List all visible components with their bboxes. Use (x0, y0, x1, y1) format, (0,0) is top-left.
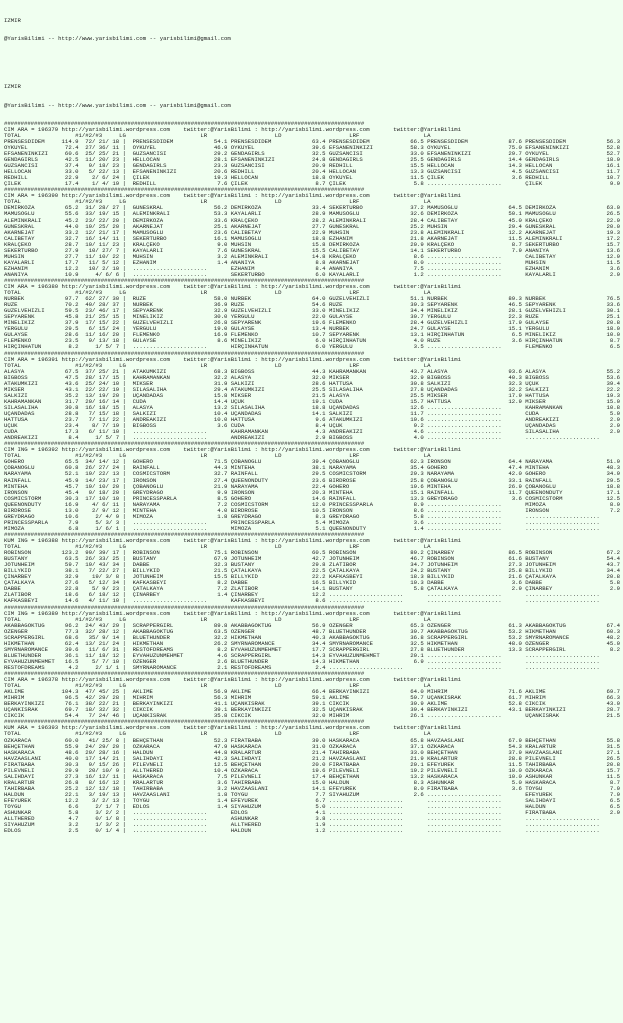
table-row: SALIHDAYI 27.3 16/ 12/ 11 | HASKARACA 7.5 PILEVNELI 17.4 BEHÇETHAN 13.2 HASKARACA 10.0 ASHÜNKAR 11.5 (4, 773, 621, 780)
separator-line: ############################################################################################################ (4, 350, 365, 357)
race-section (4, 187, 623, 278)
table-row: BLUETHUNDER 36.1 11/ 18/ 12 | EYVAHUZUNMEHMET 4.6 SCRAPPERGIRL 14.3 EYVAHUZUNMEHMET 20.1 ...................... ...................... (4, 652, 600, 659)
table-row: SEPYARENK 45.8 21/ 25/ 15 | MINELIKIZ 30.0 YERGÜLÜ 22.0 GÜLAYSE 30.7 YERGÜLÜ 22.3 RUZE 25.1 (4, 314, 621, 321)
table-row: BIRDROSE 13.0 2/ 9/ 12 | MINTEHA 4.0 BIRDROSE 10.5 IRONSON 8.6 ...................... IRONSON 7.2 (4, 507, 621, 514)
table-row: RUZE 70.2 40/ 28/ 37 | NURBEK 36.9 RUZE 54.6 RUZE 39.3 SEPYARENK 46.5 SEPYARENK 33.6 (4, 302, 621, 309)
table-row: BERKAYINKIZI 76.1 38/ 22/ 21 | BERKAYINKIZI 41.1 UÇANKISRAK 39.1 CIKCIK 39.9 AKLIME 52.8 CIKCIK 43.0 (4, 701, 621, 708)
table-row: ROBINSON 123.2 99/ 39/ 17 | ROBINSON 75.1 ROBINSON 60.5 ROBINSON 89.2 ÇINARBEY 86.5 ROBINSON 67.2 (4, 550, 621, 557)
race-title: KUM ING = 196388 http://yarisbilimi.wordpress.com twitter:@YarisBilimi : http://yarisbilimi.wordpress.com twitter:@YarisBilimi (4, 537, 461, 544)
table-row: KAHRAMANKAN 31.7 20/ 16/ 14 | CÜDA 14.4 UÇUK 19.1 CÜDA 15.7 HATTUSA 12.9 MIKSER 15.0 (4, 398, 621, 405)
race-section (4, 532, 623, 605)
contact-line-repeat: @YarisBilimi -- http://www.yarisbilimi.com -- yarisbilimi@gmail.com (4, 102, 231, 109)
table-row: KRALÇEKO 28.7 10/ 11/ 23 | KRALÇEKO 9.0 MUHSIN 15.8 DEMIRKOZA 20.9 KRALÇEKO 8.7 SEKERTURBO 15.7 (4, 241, 621, 248)
race-title: CIM ING = 196389 http://yarisbilimi.wordpress.com twitter:@YarisBilimi : http://yarisbilimi.wordpress.com twitter:@YarisBilimi (4, 610, 461, 617)
table-row: ANDREAKIZI 8.4 1/ 5/ 7 | ...................... ANDREAKIZI 2.9 BIGBOSS 4.0 ...................... ...................... (4, 435, 600, 442)
table-row: ALASYA 67.5 37/ 25/ 21 | ATAKUMKIZI 68.3 BIGBOSS 44.3 KAHRAMANKAN 43.7 ALASYA 93.6 ALASYA 55.2 (4, 368, 621, 375)
separator-line: ############################################################################################################ (4, 604, 365, 611)
table-row: REDHILL 22.9 2/ 6/ 24 | ÇILEK 19.3 HELLOCAN 18.8 ÖYKÜYEL 11.5 ÇILEK 3.6 REDHILL 10.7 (4, 175, 621, 182)
column-header: TOTAL #1/#2/#3 LG LR LD LRF LA (4, 132, 431, 139)
table-row: KAYALARLI 17.7 11/ 5/ 12 | EZHANIM 1.4 ANANIYA 8.8 AKARNEJAT 8.0 ...................... MUHSIN 11.5 (4, 259, 621, 266)
table-row: GÜNESKRAL 44.0 19/ 25/ 20 | AKARNEJAT 25.1 AKARNEJAT 27.7 GÜNESKRAL 25.2 MUHSIN 29.4 GÜNESKRAL 20.0 (4, 223, 621, 230)
table-row: KAFKASBEYI 14.6 4/ 11/ 10 | ...................... KAFKASBEYI 8.6 ...................... ...................... ...................... (4, 598, 600, 605)
table-row: RESTOFDREAMS 4.2 2/ 1/ 1 | SMYRNAROMANCE 2.1 RESTOFDREAMS 2.4 ...................... ...................... ...................... (4, 664, 600, 671)
table-row: QUEENONDUTY 16.9 4/ 6/ 11 | NARAYAMA 7.2 COSMICSTORM 12.0 PRINCESSPARLA 8.9 ...................... MIMOZA 8.9 (4, 501, 621, 508)
table-row: AKARNEJAT 33.2 12/ 21/ 17 | MAMUSOGLU 23.6 CALIBETAY 22.9 MUHSIN 23.8 ALEMINKRALI 12.2 AKARNEJAT 19.3 (4, 229, 621, 236)
table-row: FIRATBABA 30.3 9/ 15/ 26 | PILEVNELI 12.5 BEHÇETHAN 20.0 FIRATBABA 20.1 EFEYÜREK 11.5 TAHIRBABA 20.8 (4, 761, 621, 768)
table-row: HATTUSA 23.7 7/ 11/ 22 | ANDREAKIZI 10.0 HATTUSA 9.6 ATAKUMKIZI 10.6 ...................... ANDREAKIZI 2.9 (4, 417, 621, 424)
table-row: SCRAPPERGIRL 68.6 35/ 9/ 14 | BLUETHUNDER 32.2 HIKMETHAN 40.3 AKABBAGÖKTUG 36.8 SCRAPPERGIRL 53.2 SMYRNAROMANCE 48.2 (4, 634, 621, 641)
table-row: DEMIRKOZA 65.2 31/ 28/ 27 | GÜNESKRAL 56.2 DEMIRKOZA 33.4 SEKERTURBO 37.2 MAMUSOGLU 64.5 DEMIRKOZA 63.0 (4, 205, 621, 212)
table-row: HAVZAASLANI 40.0 17/ 14/ 21 | SALIHDAYI 42.3 SALIHDAYI 21.2 HAVZAASLANI 21.9 KRALARTUR 28.8 PILEVNELI 26.5 (4, 755, 621, 762)
race-section (4, 719, 623, 834)
race-section (4, 278, 623, 351)
table-row: UÇUK 23.4 8/ 7/ 19 | BIGBOSS 3.6 CÜDA 8.4 UÇUK 9.2 ...................... UÇANDADAS 2.9 (4, 423, 621, 430)
table-row: ÇILEK 17.4 1/ 4/ 19 | REDHILL 7.6 ÇILEK 8.7 ÇILEK 5.8 ...................... ÇILEK 9.9 (4, 181, 621, 188)
table-row: BIGBOSS 47.5 28/ 17/ 15 | KAHRAMANKAN 32.2 ALASYA 32.0 MIKSER 32.9 BIGBOSS 40.3 BIGBOSS 53.6 (4, 374, 621, 381)
table-row: AKLIME 104.3 47/ 45/ 25 | AKLIME 56.9 AKLIME 66.4 BERKAYINKIZI 64.0 MIHRIM 71.6 AKLIME 69.7 (4, 689, 621, 696)
table-row: ANANIYA 10.9 4/ 6/ 6 | ...................... SEKERTURBO 6.0 KAYALARLI 1.2 ...................... KAYALARLI 2.9 (4, 271, 621, 278)
table-row: ÖZENGER 77.3 32/ 28/ 12 | AKABBAGÖKTUG 63.5 ÖZENGER 48.7 BLUETHUNDER 39.7 AKABBAGÖKTUG 53.2 HIKMETHAN 60.3 (4, 628, 621, 635)
table-row: EFSANENINKIZI 60.6 25/ 25/ 21 | GÜZSANCISI 29.2 GENDAGIRLS 32.5 GÜZSANCISI 33.0 EFSANENINKIZI 29.7 ÖYKÜYEL 52.7 (4, 150, 621, 157)
table-row: CÜDA 17.3 6/ 11/ 10 | ...................... KAHRAMANKAN 4.3 ANDREAKIZI 4.6 ...................... SILASALIHA 2.9 (4, 429, 621, 436)
table-row: YERGÜLÜ 29.5 6/ 15/ 24 | YERGÜLÜ 19.0 GÜLAYSE 13.4 NURBEK 24.7 GÜLAYSE 15.1 YERGÜLÜ 18.0 (4, 326, 621, 333)
race-title: CIM ARA = 196380 http://yarisbilimi.wordpress.com twitter:@YarisBilimi : http://yarisbilimi.wordpress.com twitter:@YarisBilimi (4, 284, 461, 291)
table-row: GÜLAYSE 28.6 11/ 16/ 20 | FLEMENKO 16.9 FLEMENKO 10.7 SEPYARENK 13.1 HIRÇINHATUN 6.5 MINELIKIZ 10.0 (4, 332, 621, 339)
separator-line: ############################################################################################################ (4, 441, 365, 448)
table-row: PILEVNELI 29.9 20/ 10/ 9 | ALLTHERED 10.4 ÖZKARACA 19.6 PILEVNELI 19.2 PILEVNELI 10.0 ÖZKARACA 15.7 (4, 767, 621, 774)
table-row: MINELIKIZ 37.9 17/ 15/ 22 | GÜZELVEHIZLI 26.8 SEPYARENK 19.6 FLEMENKO 28.4 GÜZELVEHIZLI 17.9 GÜLAYSE 20.8 (4, 320, 621, 327)
table-row: MAMUSOGLU 55.6 33/ 19/ 15 | ALEMINKRALI 53.3 KAYALARLI 28.9 MAMUSOGLU 32.6 DEMIRKOZA 50.1 MAMUSOGLU 26.5 (4, 211, 621, 218)
table-row: ÇOBANOGLU 60.8 26/ 27/ 24 | RAINFALL 44.3 MINTEHA 38.1 NARAYAMA 35.4 GOHERO 47.4 MINTEHA 48.3 (4, 465, 621, 472)
table-row: GÜZSANCISI 37.4 9/ 18/ 23 | GENDAGIRLS 23.3 GÜZSANCISI 20.9 REDHILL 15.5 HELLOCAN 14.3 HELLOCAN 16.1 (4, 163, 621, 170)
spacer (4, 54, 623, 72)
column-header: TOTAL #1/#2/#3 LG LR LD LRF LA (4, 362, 431, 369)
table-row: ÇATALKAYA 27.6 5/ 12/ 34 | KAFKASBEYI 8.2 DABBE 16.5 BILLYKID 10.3 DABBE 3.6 DABBE 5.8 (4, 580, 621, 587)
table-row: GENDAGIRLS 42.5 11/ 20/ 23 | HELLOCAN 28.1 EFSANENINKIZI 24.8 GENDAGIRLS 25.5 GENDAGIRLS 14.4 GENDAGIRLS 18.9 (4, 157, 621, 164)
table-row: HALDUN 22.1 3/ 19/ 13 | HAVZAASLANI 1.8 TOYGU 7.7 SIYAHÜZÜM 2.6 ...................... EFEYÜREK 7.9 (4, 791, 621, 798)
table-row: EZHANIM 12.2 10/ 2/ 10 | ...................... EZHANIM 8.4 ANANIYA 7.5 ...................... EZHANIM 3.6 (4, 265, 621, 272)
table-row: NARAYAMA 52.1 19/ 22/ 13 | COSMICSTORM 32.7 RAINFALL 29.5 COSMICSTORM 29.3 NARAYAMA 42.0 GOHERO 34.9 (4, 471, 621, 478)
table-row: EDLOS 2.5 0/ 1/ 4 | ...................... HALDUN 1.2 ...................... ...................... ...................... (4, 828, 600, 835)
table-row: JOTUNHEIM 59.7 19/ 43/ 34 | DABBE 32.3 BUSTANY 29.8 ZLATIBOR 34.7 JOTUNHEIM 27.3 JOTUNHEIM 43.7 (4, 562, 621, 569)
race-title: CIM ARA = 196378 http://yarisbilimi.wordpress.com twitter:@YarisBilimi : http://yarisbilimi.wordpress.com twitter:@YarisBilimi (4, 677, 461, 684)
table-row: BEHÇETHAN 55.9 24/ 29/ 20 | ÖZKARACA 47.9 HASKARACA 31.0 ÖZKARACA 37.1 ÖZKARACA 54.3 KRALARTUR 31.5 (4, 743, 621, 750)
table-row: COSMICSTORM 30.3 17/ 10/ 10 | PRINCESSPARLA 8.5 GOHERO 14.6 RAINFALL 13.3 GREYDRAGO 3.6 COSMICSTORM 12.5 (4, 495, 621, 502)
table-row: HIRÇINHATUN 8.2 1/ 5/ 7 | ...................... HIRÇINHATUN 6.0 YERGÜLÜ 3.5 ...................... FLEMENKO 6.5 (4, 344, 621, 351)
column-header: TOTAL #1/#2/#3 LG LR LD LRF LA (4, 453, 431, 460)
table-row: BUSTANY 63.5 26/ 33/ 25 | BUSTANY 67.9 JOTUNHEIM 42.7 JOTUNHEIM 46.7 ROBINSON 61.6 BUSTANY 54.4 (4, 556, 621, 563)
table-row: HIKMETHAN 62.4 13/ 21/ 24 | HIKMETHAN 26.2 SMYRNAROMANCE 34.4 SMYRNAROMANCE 32.5 HIKMETHAN 48.0 ÖZENGER 45.0 (4, 640, 621, 647)
table-row: CIKCIK 54.4 7/ 24/ 46 | UÇANKISRAK 35.8 CIKCIK 32.0 MIHRIM 26.1 ...................... UÇANKISRAK 21.5 (4, 713, 621, 720)
separator-line: ############################################################################################################ (4, 531, 365, 538)
table-row: ÖZKARACA 60.0 41/ 25/ 8 | BEHÇETHAN 52.3 FIRATBABA 39.0 HASKARACA 65.8 HAVZAASLANI 67.9 BEHÇETHAN 55.8 (4, 737, 621, 744)
race-section (4, 605, 623, 672)
separator-line: ############################################################################################################ (4, 719, 365, 726)
table-row: NURBEK 97.7 62/ 27/ 30 | RUZE 58.0 NURBEK 64.0 GÜZELVEHIZLI 51.1 NURBEK 89.3 NURBEK 76.5 (4, 296, 621, 303)
city-heading-repeat: IZMIR (4, 84, 21, 91)
column-header: TOTAL #1/#2/#3 LG LR LD LRF LA (4, 199, 431, 206)
table-row: GOHERO 65.5 34/ 14/ 12 | GOHERO 71.5 ÇOBANOGLU 39.4 ÇOBANOGLU 62.3 IRONSON 64.4 NARAYAMA 51.9 (4, 459, 621, 466)
table-row: SIYAHÜZÜM 3.2 1/ 3/ 2 | ...................... ALLTHERED 1.9 ...................... ...................... ...................... (4, 822, 600, 829)
race-title: CIM ARA = 196390 http://yarisbilimi.wordpress.com twitter:@YarisBilimi : http://yarisbilimi.wordpress.com twitter:@YarisBilimi (4, 193, 461, 200)
table-row: MIKSER 43.1 22/ 22/ 19 | SILASALIHA 29.4 ATAKUMKIZI 25.5 SILASALIHA 27.8 UÇANDADAS 32.2 SALKIZI 22.2 (4, 386, 621, 393)
separator-line: ############################################################################################################ (4, 120, 365, 127)
separator-line: ############################################################################################################ (4, 277, 365, 284)
race-section (4, 441, 623, 532)
table-row: SILASALIHA 30.8 16/ 18/ 15 | ALASYA 13.2 SILASALIHA 18.8 UÇANDADAS 12.6 ...................... KAHRAMANKAN 10.8 (4, 404, 621, 411)
race-sections (4, 121, 623, 835)
table-row: ASHÜNKAR 5.8 3/ 2/ 2 | ...................... EDLOS 4.1 ...................... ...................... FIRATBABA 2.9 (4, 810, 621, 817)
table-row: MUHSIN 27.7 11/ 10/ 22 | MUHSIN 3.2 ALEMINKRALI 14.8 KRALÇEKO 8.6 ...................... CALIBETAY 12.9 (4, 253, 621, 260)
table-row: BILLYKID 38.1 7/ 22/ 27 | BILLYKID 21.5 ÇATALKAYA 22.5 ÇATALKAYA 24.2 BUSTANY 25.8 BILLYKID 34.4 (4, 568, 621, 575)
race-title: KUM ARA = 196393 http://yarisbilimi.wordpress.com twitter:@YarisBilimi : http://yarisbilimi.wordpress.com twitter:@YarisBilimi (4, 725, 461, 732)
table-row: FLEMENKO 23.5 9/ 13/ 18 | GÜLAYSE 8.6 MINELIKIZ 6.0 HIRÇINHATUN 4.0 RUZE 3.6 HIRÇINHATUN 8.7 (4, 338, 621, 345)
column-header: TOTAL #1/#2/#3 LG LR LD LRF LA (4, 544, 431, 551)
table-row: MIHRIM 96.5 42/ 29/ 28 | MIHRIM 56.3 MIHRIM 59.1 AKLIME 59.7 UÇANKISRAK 61.7 MIHRIM 66.3 (4, 695, 621, 702)
table-row: ZLATIBOR 18.6 6/ 18/ 12 | ÇINARBEY 1.4 ÇINARBEY 12.2 ...................... ...................... ...................... (4, 592, 600, 599)
table-row: UÇANKISRAK 69.7 18/ 32/ 32 | CIKCIK 39.1 BERKAYINKIZI 32.5 UÇANKISRAK 39.4 BERKAYINKIZI 43.1 BERKAYINKIZI 28.7 (4, 707, 621, 714)
table-row: GREYDRAGO 10.6 2/ 4/ 9 | MIMOZA 1.8 GREYDRAGO 8.3 GREYDRAGO 5.8 ...................... ...................... (4, 513, 600, 520)
race-title: CIM ARA = 196391 http://yarisbilimi.wordpress.com twitter:@YarisBilimi : http://yarisbilimi.wordpress.com twitter:@YarisBilimi (4, 356, 461, 363)
table-row: IRONSON 45.4 9/ 18/ 20 | GREYDRAGO 9.9 IRONSON 20.3 MINTEHA 15.1 RAINFALL 11.7 QUEENONDUTY 17.1 (4, 489, 621, 496)
column-header: TOTAL #1/#2/#3 LG LR LD LRF LA (4, 731, 431, 738)
table-row: HELLOCAN 33.0 5/ 22/ 13 | EFSANENINKIZI 20.6 REDHILL 20.4 HELLOCAN 13.3 GÜZSANCISI 4.5 GÜZSANCISI 11.7 (4, 169, 621, 176)
contact-line: @YarisBilimi -- http://www.yarisbilimi.com -- yarisbilimi@gmail.com (4, 36, 231, 43)
table-row: SALKIZI 35.2 13/ 19/ 20 | UÇANDADAS 15.8 MIKSER 21.5 ALASYA 25.5 MIKSER 17.9 HATTUSA 19.3 (4, 392, 621, 399)
separator-line: ############################################################################################################ (4, 187, 365, 194)
table-row: EYVAHUZUNMEHMET 16.5 5/ 7/ 10 | ÖZENGER 2.6 BLUETHUNDER 14.3 HIKMETHAN 6.9 ...................... ...................... (4, 658, 600, 665)
table-row: GÜZELVEHIZLI 59.5 23/ 46/ 17 | SEPYARENK 32.9 GÜZELVEHIZLI 33.0 MINELIKIZ 34.4 MINELIKIZ 28.1 GÜZELVEHIZLI 30.1 (4, 308, 621, 315)
table-row: TAHIRBABA 25.2 12/ 12/ 18 | TAHIRBABA 3.2 HAVZAASLANI 14.1 EFEYÜREK 8.0 FIRATBABA 3.6 TOYGU 7.9 (4, 785, 621, 792)
race-section (4, 671, 623, 719)
race-section (4, 351, 623, 442)
table-row: PRINCESSPARLA 7.9 5/ 3/ 3 | ...................... PRINCESSPARLA 5.4 MIMOZA 3.6 ...................... ...................... (4, 519, 600, 526)
city-heading: IZMIR (4, 18, 21, 25)
race-title: CIM ARA = 196379 http://yarisbilimi.wordpress.com twitter:@YarisBilimi : http://yarisbilimi.wordpress.com twitter:@YarisBilimi (4, 126, 461, 133)
table-row: CALIBETAY 32.7 16/ 14/ 11 | SEKERTURBO 16.1 MAMUSOGLU 18.8 EZHANIM 21.8 AKARNEJAT 11.5 ALEMINKRALI 17.2 (4, 235, 621, 242)
table-row: DABBE 22.8 5/ 9/ 23 | ÇATALKAYA 7.2 ZLATIBOR 14.1 BUSTANY 5.8 ÇATALKAYA 2.9 ÇINARBEY 2.9 (4, 586, 621, 593)
table-row: RAINFALL 45.9 14/ 23/ 17 | IRONSON 27.4 QUEENONDUTY 23.6 BIRDROSE 25.8 ÇOBANOGLU 33.1 RAINFALL 29.5 (4, 477, 621, 484)
table-row: MINTEHA 45.7 19/ 10/ 20 | ÇOBANOGLU 21.9 NARAYAMA 22.4 GOHERO 19.6 MINTEHA 26.9 ÇOBANOGLU 18.8 (4, 483, 621, 490)
table-row: KRALARTUR 26.8 8/ 16/ 12 | KRALARTUR 3.6 TAHIRBABA 15.0 HALDUN 8.3 ASHÜNKAR 5.0 HASKARACA 8.7 (4, 779, 621, 786)
table-row: EFEYÜREK 12.2 3/ 2/ 13 | TOYGU 1.4 EFEYÜREK 6.7 ...................... ...................... SALIHDAYI 6.5 (4, 798, 621, 804)
table-row: ATAKUMKIZI 43.6 25/ 24/ 10 | MIKSER 31.9 SALKIZI 28.6 HATTUSA 30.8 SALKIZI 32.3 UÇUK 39.4 (4, 380, 621, 387)
table-row: SEKERTURBO 27.9 10/ 27/ 7 | KAYALARLI 7.6 GÜNESKRAL 15.5 CALIBETAY 14.1 SEKERTURBO 7.9 ANANIYA 13.6 (4, 247, 621, 254)
table-row: SMYRNAROMANCE 39.6 11/ 6/ 31 | RESTOFDREAMS 8.2 EYVAHUZUNMEHMET 17.7 SCRAPPERGIRL 27.8 BLUETHUNDER 13.3 SCRAPPERGIRL 8.2 (4, 646, 621, 653)
table-row: ÖYKÜYEL 72.4 27/ 36/ 11 | ÖYKÜYEL 46.9 ÖYKÜYEL 39.6 EFSANENINKIZI 58.3 ÖYKÜYEL 75.0 EFSANENINKIZI 52.8 (4, 144, 621, 151)
race-section (4, 121, 623, 188)
table-row: TOYGU 6.6 2/ 1/ 7 | EDLOS 1.4 SIYAHÜZÜM 5.0 ...................... ...................... HALDUN 6.5 (4, 804, 621, 811)
table-row: MIMOZA 6.8 1/ 6/ 1 | ...................... MIMOZA 5.1 QUEENONDUTY 1.4 ...................... ...................... (4, 525, 600, 532)
separator-line: ############################################################################################################ (4, 671, 365, 678)
column-header: TOTAL #1/#2/#3 LG LR LD LRF LA (4, 616, 431, 623)
table-row: ALLTHERED 4.7 0/ 1/ 8 | ...................... ASHÜNKAR 3.8 ...................... ...................... ...................... (4, 816, 600, 823)
table-row: HASKARACA 48.6 29/ 28/ 16 | HALDUN 44.8 KRALARTUR 21.4 TAHIRBABA 33.0 BEHÇETHAN 37.9 HAVZAASLANI 27.1 (4, 749, 621, 756)
table-row: AKABBAGÖKTUG 96.2 24/ 43/ 29 | SCRAPPERGIRL 89.8 AKABBAGÖKTUG 56.9 ÖZENGER 65.3 ÖZENGER 61.3 AKABBAGÖKTUG 67.4 (4, 622, 621, 629)
table-row: ÇINARBEY 32.9 19/ 3/ 8 | JOTUNHEIM 15.5 BILLYKID 22.2 KAFKASBEYI 18.3 BILLYKID 21.6 ÇATALKAYA 20.8 (4, 574, 621, 581)
table-row: PRENSESDIDEM 114.9 72/ 21/ 18 | PRENSESDIDEM 54.1 PRENSESDIDEM 63.4 PRENSESDIDEM 66.5 PRENSESDIDEM 87.6 PRENSESDIDEM 56.3 (4, 138, 621, 145)
table-row: ALEMINKRALI 45.2 23/ 22/ 20 | DEMIRKOZA 33.6 KRALÇEKO 28.2 ALEMINKRALI 28.4 CALIBETAY 45.0 KRALÇEKO 22.9 (4, 217, 621, 224)
table-row: UÇANDADAS 28.8 7/ 15/ 18 | SALKIZI 10.4 UÇANDADAS 14.1 SALKIZI 11.7 ...................... CÜDA 5.0 (4, 411, 621, 417)
column-header: TOTAL #1/#2/#3 LG LR LD LRF LA (4, 290, 431, 297)
race-title: CIM ING = 196392 http://yarisbilimi.wordpress.com twitter:@YarisBilimi : http://yarisbilimi.wordpress.com twitter:@YarisBilimi (4, 447, 461, 454)
column-header: TOTAL #1/#2/#3 LG LR LD LRF LA (4, 683, 431, 690)
